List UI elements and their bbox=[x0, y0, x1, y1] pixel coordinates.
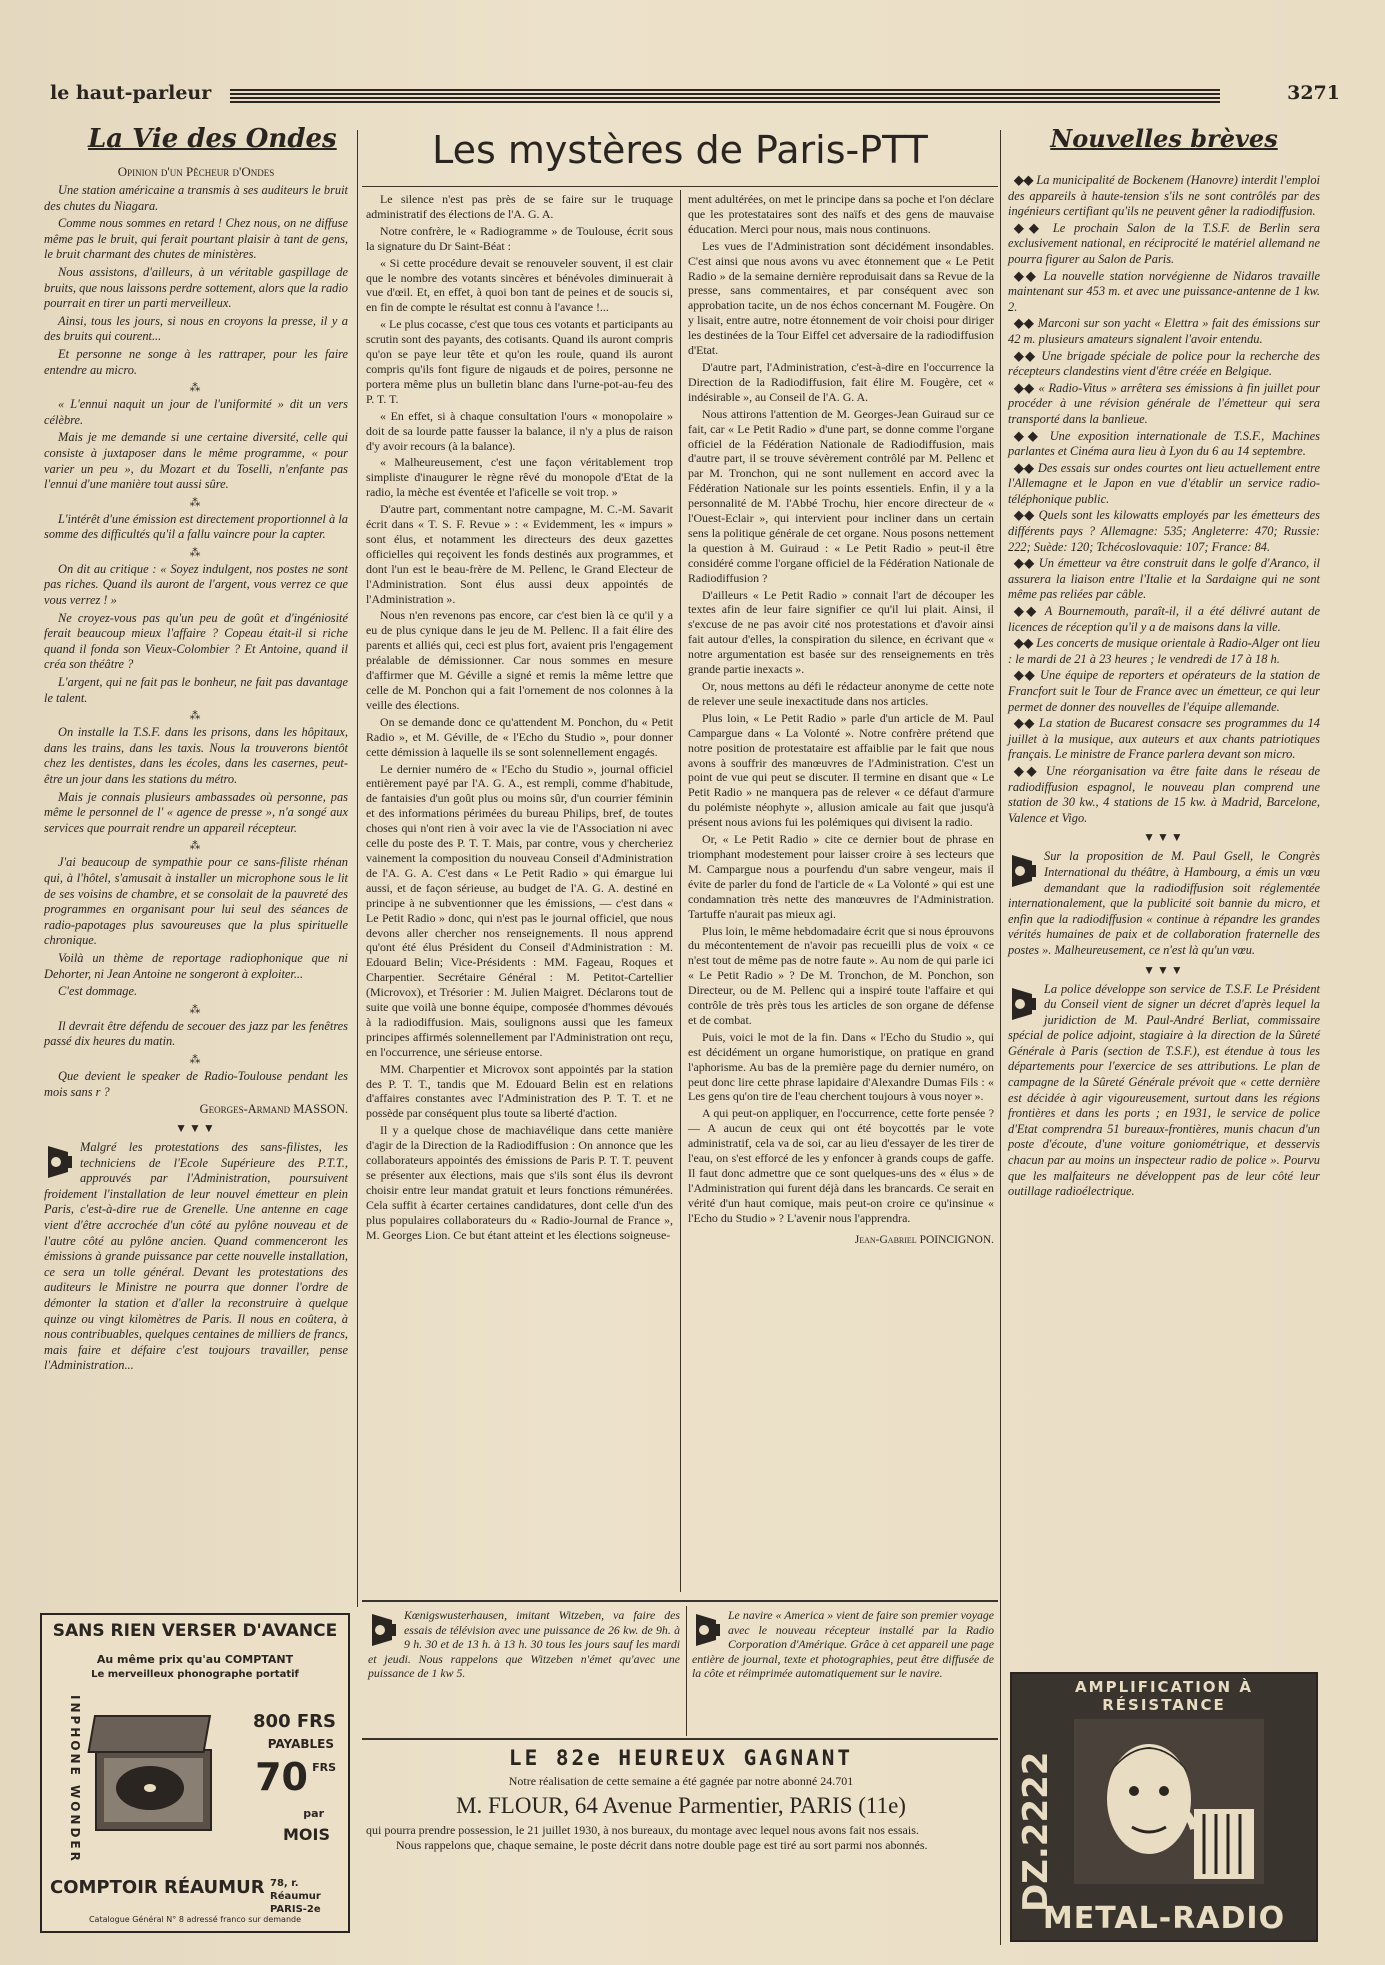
metal-radio-advertisement bbox=[1010, 1672, 1318, 1942]
paragraph: Les vues de l'Administration sont décidément insondables. C'est ainsi que nous avons vu avec étonnement que « Le Petit Radio » de la semaine dernière reproduisait dans sa Revue de la presse, sans commentaires, et par conséquent avec son approbation tacite, un de nos échos concernant M. Fougère. On y lisait, entre autre, notre étonnement de voir choisi pour diriger les destinées de la Tour Eiffel cet adversaire de la radiodiffusion d'Etat. bbox=[688, 238, 994, 358]
paragraph: Notre confrère, le « Radiogramme » de Toulouse, écrit sous la signature du Dr Saint-Béat : bbox=[366, 223, 673, 253]
paragraph: Voilà un thème de reportage radiophonique que ni Dehorter, ni Jean Antoine ne songeront à exploiter... bbox=[44, 950, 348, 981]
face-illustration bbox=[1074, 1719, 1264, 1884]
ad-line: Le merveilleux phonographe portatif bbox=[91, 1669, 299, 1680]
paragraph: D'autre part, commentant notre campagne, M. C.-M. Savarit écrit dans « T. S. F. Revue » : « Evidemment, les « impurs » sont élus, et notamment les directeurs des deux gazettes officielles qui reçoivent les fonds destinés aux programmes, et dont l'un est le beau-frère de M. Pellenc, le Grand Electeur de l'Administration. Sont élus aussi deux appointés de l'Administration ». bbox=[366, 502, 673, 606]
paragraph: On installe la T.S.F. dans les prisons, dans les hôpitaux, dans les trains, dans les taxis. Nous la trouverons bientôt chez les dentistes, dans les écoles, dans les casernes, peut-être un jour dans les stations du métro. bbox=[44, 725, 348, 786]
brief-text: Le prochain Salon de la T.S.F. de Berlin sera exclusivement national, en réciprocité le matériel allemand ne pourra figurer au Salon de Paris. bbox=[1008, 220, 1320, 266]
right-column-heading: Nouvelles brèves bbox=[1050, 124, 1278, 153]
paragraph: Or, nous mettons au défi le rédacteur anonyme de cette note de relever une seule inexactitude dans nos articles. bbox=[688, 679, 994, 708]
brief-text: Les concerts de musique orientale à Radio-Alger ont lieu : le mardi de 21 à 23 heures ; le vendredi de 17 à 18 h. bbox=[1008, 636, 1320, 666]
paragraph: Et personne ne songe à les rattraper, pour les faire entendre au micro. bbox=[44, 346, 348, 377]
ornament: ▼▼▼ bbox=[175, 1121, 217, 1136]
separator-stars: ⁂ bbox=[189, 710, 203, 723]
ad-headline: SANS RIEN VERSER D'AVANCE bbox=[52, 1621, 338, 1641]
loudspeaker-icon bbox=[692, 1610, 722, 1648]
ad-price: 800 FRS bbox=[253, 1711, 336, 1732]
paragraph: ment adultérées, on met le principe dans sa poche et l'on déclare que les protestataires sont des naïfs et des gens de mauvaise éducation. Merci pour nous, mais nous continuons. bbox=[688, 192, 994, 236]
paragraph: « Le plus cocasse, c'est que tous ces votants et participants au scrutin sont des payants, des cotisants. Quand ils auront compris qu'on se paye leur tête et qu'on les roule, quand ils auront compris qu'ils font figure de nigauds et de poires, personne ne portera même plus un bulletin blanc dans l'urne-pot-au-feu des P. T. T. bbox=[366, 317, 673, 406]
main-article-col1 bbox=[366, 192, 673, 1245]
paragraph: Nous attirons l'attention de M. Georges-Jean Guiraud sur ce fait, car « Le Petit Radio » d'une part, se donne comme l'organe officiel de la Fédération Nationale de Radiodiffusion, mais d'autre part, il se trouve sévèrement contrôlé par M. Pellenc et par M. Tronchon, qui ne sont nullement en accord avec la Fédération Nationale sur les points essentiels. Enfin, il y a la personnalité de M. l'Abbé Trochu, hier encore directeur de « l'Ouest-Eclair », qui intervient pour incliner dans un certain sens la politique générale de cet organe. Nous posons nettement la question à M. Guiraud : « Le Petit Radio » peut-il être considéré comme l'organe officiel de la Fédération Nationale de Radiodiffusion ? bbox=[688, 406, 994, 585]
winner-line: qui pourra prendre possession, le 21 juillet 1930, à nos bureaux, du montage avec lequel nous avons fait nos essais. bbox=[366, 1823, 919, 1837]
news-brief bbox=[1008, 636, 1320, 667]
ornament: ▼▼▼ bbox=[1143, 962, 1185, 977]
left-column bbox=[44, 124, 348, 1376]
brief-text: La station de Bucarest consacre ses programmes du 14 juillet à la musique, aux auteurs et aux chants patriotiques français. Le ministre de France parlera devant son micro. bbox=[1008, 716, 1320, 762]
police-item bbox=[1008, 982, 1320, 1200]
ad-top-text: AMPLIFICATION À RÉSISTANCE bbox=[1075, 1678, 1253, 1714]
phonograph-illustration bbox=[86, 1710, 226, 1840]
winner-title: LE 82e HEUREUX GAGNANT bbox=[508, 1746, 854, 1770]
paragraph: C'est dommage. bbox=[58, 984, 138, 999]
separator-stars: ⁂ bbox=[189, 382, 203, 395]
loudspeaker-icon bbox=[1008, 851, 1038, 889]
brief-text: Quels sont les kilowatts employés par les émetteurs des différents pays ? Allemagne: 535; Angleterre: 470; Russie: 222; Suède: 120; Tchécoslovaquie: 107; France: 84. bbox=[1008, 508, 1320, 554]
ad-catalogue: Catalogue Général N° 8 adressé franco sur demande bbox=[88, 1915, 302, 1924]
column-divider bbox=[357, 130, 358, 1607]
page-header bbox=[50, 82, 1340, 116]
loudspeaker-icon bbox=[1008, 984, 1038, 1022]
paragraph: D'ailleurs « Le Petit Radio » connait l'art de découper les textes afin de leur faire signifier ce qu'il lui plait. Ainsi, il s'excuse de ne pas avoir cité nos protestations et d'avoir ainsi fait autour d'elles, la conspiration du silence, en écrivant que « notre argumentation est basée sur des renseignements en très grande partie inexacts ». bbox=[688, 587, 994, 677]
gsell-item bbox=[1008, 849, 1320, 958]
winner-line: Notre réalisation de cette semaine a été gagnée par notre abonné 24.701 bbox=[508, 1774, 854, 1788]
ad-shop: COMPTOIR RÉAUMUR bbox=[50, 1877, 265, 1898]
paragraph: La police développe son service de T.S.F. Le Président du Conseil vient de signer un décret d'après lequel la juridiction de M. Paul-André Berliat, commissaire spécial de police adjoint, stagiaire à la direction de la Sûreté Générale à Paris (section de T.S.F.), est étendue à tous les départements pour l'exercice de ses attributions. Le plan de campagne de la Sûreté Générale prévoit que « cette dernière est décidée à agir vigoureusement, surtout dans les régions frontières et dans les ports ; en 1931, le service de police d'Etat comprendra 51 bureaux-frontières, munis chacun d'un poste d'écoute, d'une voiture goniométrique, et desservis chacun par au moins un inspecteur radio de police ». Pourvu que les malfaiteurs ne développent pas de leur côté leur outillage radioélectrique. bbox=[1008, 981, 1320, 1199]
paragraph: Puis, voici le mot de la fin. Dans « l'Echo du Studio », qui est décidément un organe humoristique, on pratique en grand l'aphorisme. Au bas de la première page du dernier numéro, on peut donc lire cette phrase lapidaire d'Alexandre Dumas Fils : « Les gens qu'on tire de l'eau cherchent toujours à vous noyer ». bbox=[688, 1029, 994, 1104]
paragraph: J'ai beaucoup de sympathie pour ce sans-filiste rhénan qui, à l'hôtel, s'amusait à installer un microphone sous le lit de ses voisins de chambre, et se consolait de la pauvreté des programmes en organisant pour lui seul des séances de radio-papotages plus savoureuses que la plus spirituelle chronique. bbox=[44, 855, 348, 948]
bullet-ornament: ◆◆ bbox=[1014, 763, 1046, 778]
paragraph: Mais je connais plusieurs ambassades où personne, pas même le personnel de l' « agence de presse », n'a songé aux services que pourrait rendre un appareil récepteur. bbox=[44, 789, 348, 835]
brief-text: Des essais sur ondes courtes ont lieu actuellement entre l'Allemagne et le Japon en vue d'établir un service radio-téléphonique public. bbox=[1008, 460, 1321, 506]
paragraph: Une station américaine a transmis à ses auditeurs le bruit des chutes du Niagara. bbox=[44, 183, 348, 213]
brief-text: A Bournemouth, paraît-il, il a été délivré autant de licences de réception qu'il y a de maisons dans la ville. bbox=[1008, 604, 1320, 634]
brief-text: « Radio-Vitus » arrêtera ses émissions à fin juillet pour procéder à une révision générale de l'émetteur qui sera transporté dans la banlieue. bbox=[1008, 380, 1321, 426]
ad-model: DZ.2222 bbox=[1016, 1751, 1056, 1912]
section-rule bbox=[362, 1738, 998, 1740]
news-brief bbox=[1008, 461, 1320, 508]
brief-text: Marconi sur son yacht « Elettra » fait des émissions sur 42 m. plusieurs amateurs signalent l'avoir entendu. bbox=[1008, 316, 1320, 346]
article-signature: Georges-Armand MASSON. bbox=[199, 1102, 348, 1117]
paragraph: Nous assistons, d'ailleurs, à un véritable gaspillage de bruits, que nous laissons perdre sottement, alors que la radio pourrait en tirer un parti merveilleux. bbox=[44, 264, 348, 311]
right-column bbox=[1008, 124, 1320, 1201]
main-article-title: Les mystères de Paris-PTT bbox=[432, 128, 928, 172]
paragraph: Plus loin, « Le Petit Radio » parle d'un article de M. Paul Campargue dans « La Volonté ». Notre confrère prétend que notre position de protestataire est affaiblie par le fait que nous avons à souffrir des manœuvres de l'Administration. C'est un point de vue qui peut se discuter. Il termine en disant que « Le Petit Radio » ne manquera pas de relever « ce défaut d'armure du polémiste néophyte », allusion amicale au fait que jusqu'à présent nous avions fui les polémiques qui divisent la radio. bbox=[688, 710, 994, 830]
phonograph-advertisement bbox=[40, 1613, 350, 1933]
bullet-ornament: ◆◆ bbox=[1014, 268, 1044, 283]
news-brief bbox=[1008, 508, 1320, 555]
paragraph: « En effet, si à chaque consultation l'ours « monopolaire » doit de sa lourde patte fausser la balance, il n'y a plus de raison d'y avoir recours (à la balance). bbox=[366, 408, 673, 453]
ad-price-label: PAYABLES bbox=[267, 1737, 334, 1751]
column-divider bbox=[680, 190, 681, 1592]
paragraph: Comme nous sommes en retard ! Chez nous, on ne diffuse même pas le bruit, qui ferait pourtant plaisir à tant de gens, le bruit charmant des chutes de ministères. bbox=[44, 216, 348, 262]
paragraph: Or, « Le Petit Radio » cite ce dernier bout de phrase en triomphant modestement pour laisser croire à ses lecteurs que M. Campargue nous a pourfendu d'un sabre vengeur, mais il évite de parler du fond de l'article de « La Volonté » qui est une condamnation très nette des manœuvres de l'Administration. Tartuffe n'aurait pas mieux agi. bbox=[688, 832, 994, 921]
paragraph: Ainsi, tous les jours, si nous en croyons la presse, il y a des bruits qui courent... bbox=[44, 313, 348, 344]
bullet-ornament: ◆◆ bbox=[1014, 380, 1039, 395]
brief-text: La municipalité de Bockenem (Hanovre) interdit l'emploi des appareils à haute-tension s'ils ne sont contrôlés par des ingénieurs certifiant qu'ils ne peuvent gêner la radiodiffusion. bbox=[1008, 173, 1321, 219]
brief-text: Une équipe de reporters et opérateurs de la station de Francfort suit le Tour de France avec un émetteur, ce qui leur permet de donner des nouvelles de l'équipe allemande. bbox=[1008, 668, 1320, 714]
television-brief bbox=[368, 1608, 680, 1683]
bullet-ornament: ◆◆ bbox=[1014, 508, 1039, 523]
paragraph: MM. Charpentier et Microvox sont appointés par la station des P. T. T., tandis que M. Edouard Belin est en relations d'affaires constantes avec l'Administration des P. T. T. et ne possède par conséquent plus toute sa liberté d'action. bbox=[366, 1061, 673, 1121]
paragraph: Ne croyez-vous pas qu'un peu de goût et d'ingéniosité ferait beaucoup mieux l'affaire ? Copeau était-il si riche quand il fonda son Vieux-Colombier ? Et Antoine, quand il créa son théâtre ? bbox=[44, 610, 348, 672]
paragraph: Kœnigswusterhausen, imitant Witzeben, va faire des essais de télévision avec une puissance de 26 kw. de 9h. à 9 h. 30 et de 13 h. à 13 h. 30 tous les jours sauf les mardi et jeudi. Nous rappelons que Witzeben n'émet qu'avec une puissance de 1 kw 5. bbox=[368, 1608, 680, 1681]
bullet-ornament: ◆◆ bbox=[1014, 604, 1045, 619]
paragraph: Mais je me demande si une certaine diversité, celle qui consiste à juxtaposer dans le même programme, « pour varier un peu », du Mozart et du Toselli, n'enfante pas l'ennui d'une manière tout aussi sûre. bbox=[44, 430, 348, 492]
section-rule bbox=[362, 1600, 998, 1602]
news-brief bbox=[1008, 221, 1320, 268]
separator-stars: ⁂ bbox=[189, 1003, 203, 1016]
paragraph: L'intérêt d'une émission est directement proportionnel à la somme des difficultés qu'il a fallu vaincre pour la capter. bbox=[44, 511, 348, 542]
bullet-ornament: ◆◆ bbox=[1014, 716, 1040, 731]
ornament: ▼▼▼ bbox=[1143, 830, 1185, 845]
news-brief bbox=[1008, 316, 1320, 347]
brief-text: Un émetteur va être construit dans le golfe d'Aranco, il assurera la liaison entre l'Italie et la Sardaigne qui ne sont même pas reliées par câble. bbox=[1008, 556, 1321, 602]
news-brief bbox=[1008, 604, 1320, 635]
bullet-ornament: ◆◆ bbox=[1014, 348, 1042, 363]
ad-month: MOIS bbox=[283, 1825, 330, 1844]
paragraph: Plus loin, le même hebdomadaire écrit que si nous éprouvons du mécontentement de n'avoir pas recueilli plus de voix « ce n'est tout de même pas de notre faute ». Au nom de qui parle ici « Le Petit Radio » ? De M. Tronchon, de M. Ponchon, son Directeur, ou de M. Pellenc qui a inspiré toute l'affaire et qui contrôle de très près tous les articles de son organe de défense et de combat. bbox=[688, 923, 994, 1027]
ad-brand: INPHONE WONDER bbox=[68, 1695, 82, 1864]
paragraph: Sur la proposition de M. Paul Gsell, le Congrès International du théâtre, à Hambourg, a émis un vœu demandant que la radiodiffusion soit réglementée internationalement, que la publicité soit bannie du micro, et enfin que la radiodiffusion « continue à répandre les grandes vérités humaines de paix et de collaboration fraternelle des postes ». Malheureusement, ce n'est là qu'un vœu. bbox=[1008, 849, 1320, 957]
ad-brand: METAL-RADIO bbox=[1042, 1901, 1286, 1936]
article-signature: Jean-Gabriel POINCIGNON. bbox=[854, 1233, 994, 1246]
winner-line: Nous rappelons que, chaque semaine, le poste décrit dans notre double page est tiré au sort parmi nos abonnés. bbox=[396, 1838, 928, 1852]
paragraph: Que devient le speaker de Radio-Toulouse pendant les mois sans r ? bbox=[44, 1068, 348, 1099]
main-article-col2 bbox=[688, 192, 994, 1246]
paragraph: Il devrait être défendu de secouer des jazz par les fenêtres passé dix heures du matin. bbox=[44, 1018, 348, 1049]
separator-stars: ⁂ bbox=[189, 840, 203, 853]
bullet-ornament: ◆◆ bbox=[1014, 316, 1038, 331]
paragraph: L'argent, qui ne fait pas le bonheur, ne fait pas davantage le talent. bbox=[44, 675, 348, 705]
separator-stars: ⁂ bbox=[189, 496, 203, 509]
separator-stars: ⁂ bbox=[189, 1053, 203, 1066]
paragraph: D'autre part, l'Administration, c'est-à-dire en l'occurrence la Direction de la Radiodiffusion, fait élire M. Fougère, cet « indésirable », au Conseil de l'A. G. A. bbox=[688, 359, 994, 404]
news-brief bbox=[1008, 668, 1320, 715]
title-rule bbox=[362, 186, 998, 187]
grenelle-item bbox=[44, 1140, 348, 1374]
news-brief bbox=[1008, 716, 1320, 763]
bullet-ornament: ◆◆ bbox=[1014, 173, 1037, 187]
news-briefs bbox=[1008, 173, 1320, 826]
ad-per: par bbox=[303, 1807, 324, 1820]
ship-brief bbox=[692, 1608, 994, 1683]
paragraph: Le silence n'est pas près de se faire sur le truquage administratif des élections de l'A. G. A. bbox=[366, 192, 673, 221]
paragraph: Malgré les protestations des sans-filistes, les techniciens de l'Ecole Supérieure des P.T.T., approuvés par l'Administration, poursuivent froidement l'installation de leur nouvel émetteur en plein Paris, c'est-à-dire rue de Grenelle. Une antenne en cage vient d'être accrochée d'un côté au pylône nouveau et de l'autre côté au pylône ancien. Quand commenceront les émissions à grande puissance par cette nouvelle installation, ce sera un tolle général. Devant les protestations des auditeurs le Ministre ne pourra que donner l'ordre de démonter la station et d'aller la reconstruire à quelque quinze ou vingt kilomètres de Paris. Il nous en coûtera, à nous contribuables, quelques centaines de milliers de francs, mais faire et défaire c'est toujours travailler, pense l'Administration... bbox=[44, 1140, 348, 1373]
paragraph: « Malheureusement, c'est une façon véritablement trop simpliste d'inaugurer le règne rêvé du monopole d'Etat de la radio, la mèche est éventée et l'aficelle se voit trop. » bbox=[366, 455, 673, 500]
news-brief bbox=[1008, 381, 1320, 428]
bullet-ornament: ◆◆ bbox=[1014, 556, 1039, 571]
header-rule bbox=[230, 89, 1220, 103]
magazine-title: le haut-parleur bbox=[50, 82, 212, 104]
bullet-ornament: ◆◆ bbox=[1014, 668, 1041, 683]
paragraph: Le navire « America » vient de faire son premier voyage avec le nouveau récepteur installé par la Radio Corporation d'Amérique. Grâce à cet appareil une page entière de journal, texte et photographies, peut être diffusée de la côte et réimprimée automatiquement sur le navire. bbox=[692, 1608, 994, 1681]
bullet-ornament: ◆◆ bbox=[1014, 220, 1053, 235]
ad-currency: FRS bbox=[312, 1761, 336, 1774]
ad-monthly-price: 70 bbox=[255, 1755, 308, 1799]
news-brief bbox=[1008, 429, 1320, 460]
news-brief bbox=[1008, 269, 1320, 316]
opinion-article bbox=[44, 183, 348, 1100]
paragraph: « Si cette procédure devait se renouveler souvent, il est clair que le nombre des votants sincères et bénévoles diminuerait à vue d'œil. Et, en effet, à quoi bon tant de peines et de soucis si, en fin de compte le résultat est connu à l'avance !... bbox=[366, 255, 673, 315]
winner-box bbox=[366, 1746, 996, 1853]
news-brief bbox=[1008, 173, 1320, 220]
separator-stars: ⁂ bbox=[189, 546, 203, 559]
column-divider bbox=[686, 1606, 687, 1736]
page-number: 3271 bbox=[1287, 82, 1340, 104]
bullet-ornament: ◆◆ bbox=[1014, 636, 1037, 651]
paragraph: On dit au critique : « Soyez indulgent, nos postes ne sont pas riches. Quand ils auront de l'argent, vous verrez ce que vous verrez ! » bbox=[44, 561, 348, 608]
paragraph: Il y a quelque chose de machiavélique dans cette manière d'agir de la Direction de la Radiodiffusion : On annonce que les collaborateurs appointés des émissions de Paris P. T. T. peuvent se présenter aux élections, mais que s'ils sont élus ils devront choisir entre leur mandat gratuit et leurs fonctions rémunérées. Cela suffit à écarter certaines candidatures, dont celle d'un des plus populaires collaborateurs du « Radio-Journal de France », M. Georges Lion. Ce but étant atteint et les élections soigneuse- bbox=[366, 1123, 673, 1242]
news-brief bbox=[1008, 556, 1320, 603]
paragraph: On se demande donc ce qu'attendent M. Ponchon, du « Petit Radio », et M. Géville, de « l'Echo du Studio », pour donner cette démission à laquelle ils se sont solennellement engagés. bbox=[366, 714, 673, 759]
brief-text: Une exposition internationale de T.S.F., Machines parlantes et Cinéma aura lieu à Lyon du 6 au 14 septembre. bbox=[1008, 428, 1321, 459]
column-divider bbox=[1000, 130, 1001, 1945]
loudspeaker-icon bbox=[368, 1610, 398, 1648]
left-column-heading: La Vie des Ondes bbox=[88, 124, 337, 154]
ad-address: 78, r. Réaumur PARIS-2e bbox=[270, 1878, 321, 1915]
brief-text: La nouvelle station norvégienne de Nidaros travaille maintenant sur 453 m. et avec une puissance-antenne de 1 kw. 2. bbox=[1008, 268, 1320, 314]
news-brief bbox=[1008, 764, 1320, 826]
paragraph: « L'ennui naquit un jour de l'uniformité » dit un vers célèbre. bbox=[44, 397, 348, 427]
left-subheading: Opinion d'un Pêcheur d'Ondes bbox=[117, 164, 275, 179]
brief-text: Une brigade spéciale de police pour la recherche des récepteurs clandestins vient d'être créée en Belgique. bbox=[1008, 348, 1320, 379]
ad-line: Au même prix qu'au COMPTANT bbox=[96, 1653, 294, 1666]
bullet-ornament: ◆◆ bbox=[1014, 428, 1050, 443]
paragraph: Le dernier numéro de « l'Echo du Studio », journal officiel entièrement payé par l'A. G. A., est rempli, comme d'habitude, de fantaisies d'un goût plus ou moins sûr, d'un courrier féminin et des informations périmées du bureau Philips, bref, de toutes choses qui n'ont rien à voir avec la vie de l'Association ni avec celle du poste des P. T. T. Mais, par contre, vous y chercheriez vainement la composition du nouveau Conseil d'Administration de l'A. G. A. C'est dans « Le Petit Radio » qui émargue lui aussi, et de façon sérieuse, au budget de l'A. G. A. destiné en principe à ne subventionner que les émissions, — c'est dans « Le Petit Radio » donc, qui n'est pas le journal officiel, que nous devons aller chercher nos renseignements. Il nous apprend qu'ont été élus Président du Conseil d'Administration : M. Edouard Belin; Vice-Présidents : MM. Fageau, Roques et Charpentier. Secrétaire Général : M. Petitot-Cartellier (Microvox), et Trésorier : M. Julien Maigret. Déclarons tout de suite que voilà une bonne équipe, composée d'hommes dévoués à la radiodiffusion. Mais, soulignons aussi que les fameux principes affirmés solennellement par l'Administration ont reçu, en l'occurrence, une sérieuse entorse. bbox=[366, 761, 673, 1059]
winner-name: M. FLOUR, 64 Avenue Parmentier, PARIS (11e) bbox=[456, 1793, 906, 1818]
news-brief bbox=[1008, 349, 1320, 380]
brief-text: Une réorganisation va être faite dans le réseau de radiodiffusion espagnol, le nouveau plan comprend une station de 30 kw., 4 stations de 15 kw. à Madrid, Barcelone, Valence et Vigo. bbox=[1008, 763, 1320, 825]
loudspeaker-icon bbox=[44, 1142, 74, 1180]
paragraph: Nous n'en revenons pas encore, car c'est bien là ce qu'il y a eu de plus cynique dans le jeu de M. Pellenc. Il a fait élire des parents et alliés qui, ceci est plus fort, avaient pris l'engagement préalable de démissionner. Car nous sommes en mesure d'affirmer que M. Géville a signé et remis la même lettre que celle de M. Ponchon qui a fait l'ornement de nos colonnes à la veille des élections. bbox=[366, 608, 673, 712]
bullet-ornament: ◆◆ bbox=[1014, 460, 1038, 475]
paragraph: A qui peut-on appliquer, en l'occurrence, cette forte pensée ? — A aucun de ceux qui ont été boycottés par le vote administratif, cela va de soi, car au lieu d'essayer de les tirer de l'eau, on s'est efforcé de les y enfoncer à grands coups de gaffe. Il faut donc admettre que ce sont quelques-uns des « élus » de l'Administration qui furent déjà dans les brancards. Ce serait en vérité d'un haut comique, mais peut-on croire ce qu'insinue « l'Echo du Studio » ? L'avenir nous l'apprendra. bbox=[688, 1106, 994, 1225]
